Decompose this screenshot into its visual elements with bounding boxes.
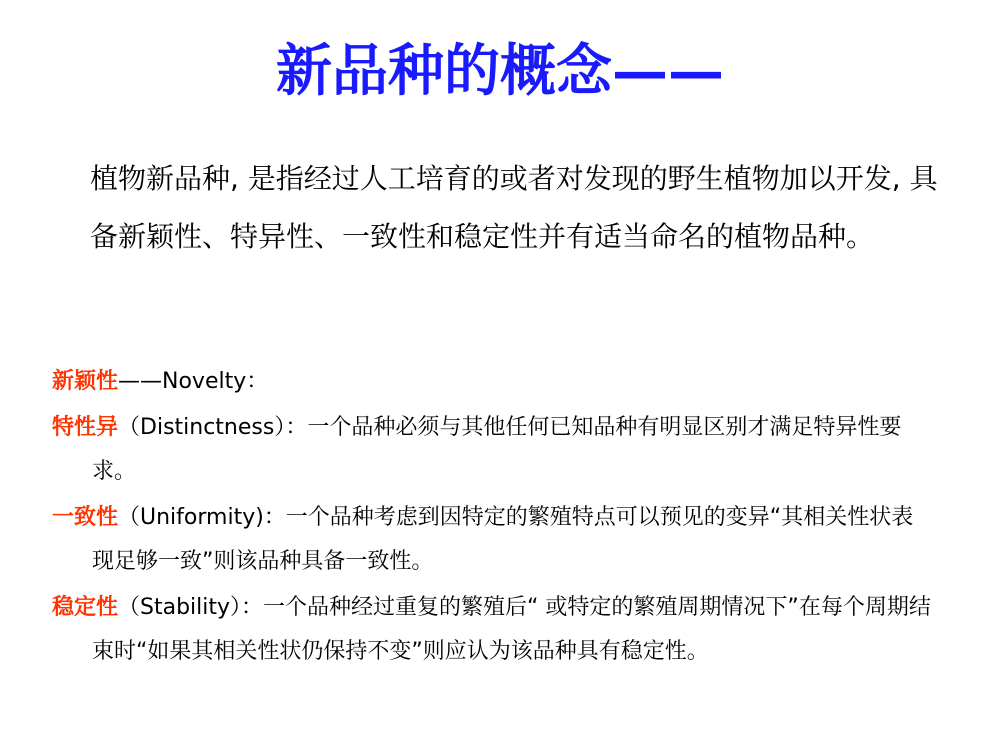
criterion-text: （Uniformity)：一个品种考虑到因特定的繁殖特点可以预见的变异“其相关性状表现足够一致”则该品种具备一致性。 <box>92 505 914 574</box>
criterion-text: （Stability）：一个品种经过重复的繁殖后“ 或特定的繁殖周期情况下”在每个周期结束时“如果其相关性状仍保持不变”则应认为该品种具有稳定性。 <box>92 595 931 664</box>
definition-paragraph: 植物新品种, 是指经过人工培育的或者对发现的野生植物加以开发, 具备新颖性、特异性、一致性和稳定性并有适当命名的植物品种。 <box>90 162 938 253</box>
criteria-list <box>52 360 932 676</box>
criterion-text: ——Novelty： <box>118 369 269 394</box>
criterion-term: 稳定性 <box>52 595 119 620</box>
criterion-stability <box>52 586 932 674</box>
slide-title: 新品种的概念—— <box>276 38 724 104</box>
criterion-term: 新颖性 <box>52 369 119 394</box>
criterion-uniformity <box>52 496 932 584</box>
criterion-term: 一致性 <box>52 505 119 530</box>
criterion-distinctness <box>52 406 932 494</box>
criterion-text: （Distinctness）：一个品种必须与其他任何已知品种有明显区别才满足特异性要求。 <box>92 415 902 484</box>
criterion-term: 特性异 <box>52 415 119 440</box>
criterion-novelty <box>52 360 932 404</box>
